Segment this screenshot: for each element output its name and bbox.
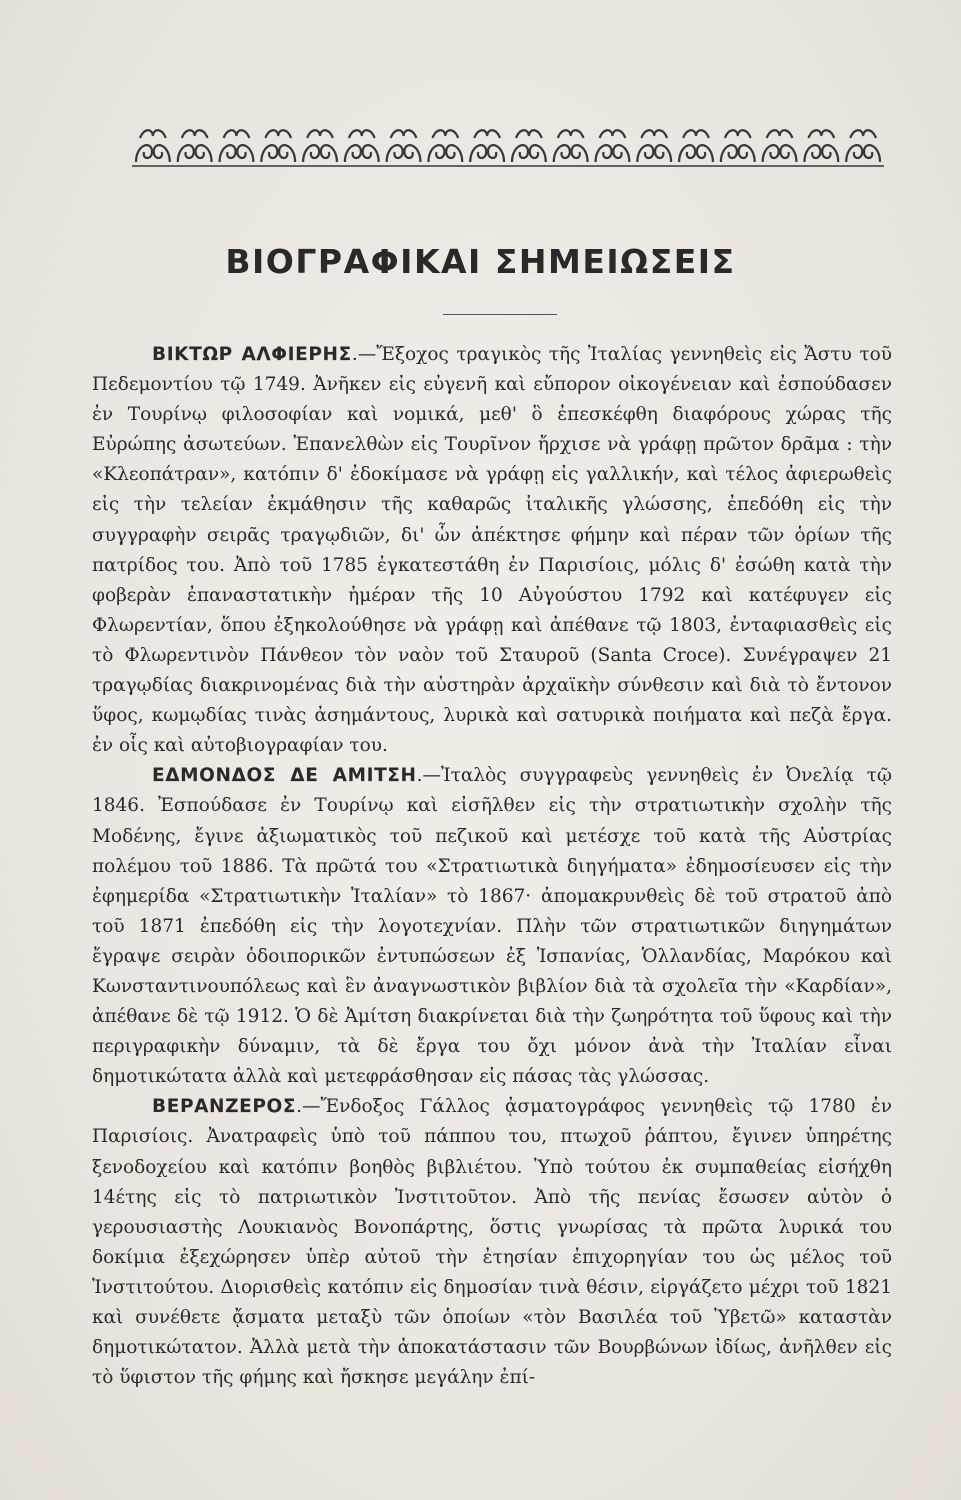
ornament-scroll: [261, 145, 295, 162]
ornament-scroll: [303, 145, 337, 162]
entry-de-amicis: [92, 761, 892, 1092]
ornament-scroll: [178, 145, 212, 162]
ornament-curl: [850, 130, 876, 138]
ornament-scroll: [387, 145, 421, 162]
entry-name: ΕΔΜΟΝΔΟΣ ΔΕ ΑΜΙΤΣΗ: [152, 765, 417, 787]
ornament-curl: [224, 130, 250, 138]
ornament-curl: [307, 130, 333, 138]
ornament-scroll: [554, 145, 588, 162]
ornament-curl: [558, 130, 584, 138]
entry-beranger: [92, 1092, 892, 1393]
ornament-scroll: [512, 145, 546, 162]
ornament-curl: [391, 130, 417, 138]
ornament-scroll: [136, 145, 170, 162]
ornament-curl: [349, 130, 375, 138]
ornament-scroll: [679, 145, 713, 162]
ornament-scroll: [763, 145, 797, 162]
ornament-curl: [140, 130, 166, 138]
title-divider: [443, 314, 557, 315]
entry-text: .—Ἔξοχος τραγικὸς τῆς Ἰταλίας γεννηθεὶς εἰς Ἄστυ τοῦ Πεδεμοντίου τῷ 1749. Ἀνῆκεν εἰς εὐγενῆ καὶ εὔπορον οἰκογένειαν καὶ ἐσπούδασεν ἐν Τουρίνῳ φιλοσοφίαν καὶ νομικά, μεθ' ὃ ἐπεσκέφθη διαφόρους χώρας τῆς Εὐρώπης ἀσωτεύων. Ἐπανελθὼν εἰς Τουρῖνον ἤρχισε νὰ γράφῃ πρῶτον δρᾶμα : τὴν «Κλεοπάτραν», κατόπιν δ' ἐδοκίμασε νὰ γράφῃ εἰς γαλλικήν, καὶ τέλος ἀφιερωθεὶς εἰς τὴν τελείαν ἐκμάθησιν τῆς καθαρῶς ἰταλικῆς γλώσσης, ἐπεδόθη εἰς τὴν συγγραφὴν σειρᾶς τραγῳδιῶν, δι' ὧν ἀπέκτησε φήμην καὶ πέραν τῶν ὁρίων τῆς πατρίδος του. Ἀπὸ τοῦ 1785 ἐγκατεστάθη ἐν Παρισίοις, μόλις δ' ἐσώθη κατὰ τὴν φοβερὰν ἐπαναστατικὴν ἡμέραν τῆς 10 Αὐγούστου 1792 καὶ κατέφυγεν εἰς Φλωρεντίαν, ὅπου ἐξηκολούθησε νὰ γράφῃ καὶ ἀπέθανε τῷ 1803, ἐνταφιασθεὶς εἰς τὸ Φλωρεντινὸν Πάνθεον τὸν ναὸν τοῦ Σταυροῦ (Santa Croce). Συνέγραψεν 21 τραγῳδίας διακρινομένας διὰ τὴν αὐστηρὰν ἀρχαϊκὴν σύνθεσιν καὶ διὰ τὸ ἔντονον ὕφος, κωμῳδίας τινὰς ἀσημάντους, λυρικὰ καὶ σατυρικὰ ποιήματα καὶ πεζὰ ἔργα. ἐν οἷς καὶ αὐτοβιογραφίαν του.: [92, 344, 892, 757]
ornament-scroll: [596, 145, 630, 162]
ornament-curl: [265, 130, 291, 138]
ornament-curl: [474, 130, 500, 138]
ornament-curl: [725, 130, 751, 138]
ornament-scroll: [220, 145, 254, 162]
ornament-curl: [808, 130, 834, 138]
entry-text: .—Ἰταλὸς συγγραφεὺς γεννηθεὶς ἐν Ὀνελίᾳ τῷ 1846. Ἐσπούδασε ἐν Τουρίνῳ καὶ εἰσῆλθεν εἰς τὴν στρατιωτικὴν σχολὴν τῆς Μοδένης, ἔγινε ἀξιωματικὸς τοῦ πεζικοῦ καὶ μετέσχε τοῦ κατὰ τῆς Αὐστρίας πολέμου τοῦ 1886. Τὰ πρῶτά του «Στρατιωτικὰ διηγήματα» ἐδημοσίευσεν εἰς τὴν ἐφημερίδα «Στρατιωτικὴν Ἰταλίαν» τὸ 1867· ἀπομακρυνθεὶς δὲ τοῦ στρατοῦ ἀπὸ τοῦ 1871 ἐπεδόθη εἰς τὴν λογοτεχνίαν. Πλὴν τῶν στρατιωτικῶν διηγημάτων ἔγραψε σειρὰν ὁδοιπορικῶν ἐντυπώσεων ἐξ Ἱσπανίας, Ὁλλανδίας, Μαρόκου καὶ Κωνσταντινουπόλεως καὶ ἓν ἀναγνωστικὸν βιβλίον διὰ τὰ σχολεῖα τὴν «Καρδίαν», ἀπέθανε δὲ τῷ 1912. Ὁ δὲ Ἀμίτση διακρίνεται διὰ τὴν ζωηρότητα τοῦ ὕφους καὶ τὴν περιγραφικὴν δύναμιν, τὰ δὲ ἔργα του ὄχι μόνον ἀνὰ τὴν Ἰταλίαν εἶναι δημοτικώτατα ἀλλὰ καὶ μετεφράσθησαν εἰς πάσας τὰς γλώσσας.: [92, 765, 892, 1088]
page-title: ΒΙΟΓΡΑΦΙΚΑΙ ΣΗΜΕΙΩΣΕΙΣ: [225, 242, 736, 281]
ornament-curl: [683, 130, 709, 138]
entry-alfieri: [92, 340, 892, 761]
ornament-scroll: [721, 145, 755, 162]
entry-name: ΒΙΚΤΩΡ ΑΛΦΙΕΡΗΣ: [152, 344, 352, 365]
ornament-scroll: [846, 145, 880, 162]
ornament-curl: [641, 130, 667, 138]
ornament-scroll: [804, 145, 838, 162]
ornament-curl: [516, 130, 542, 138]
ornament-curl: [432, 130, 458, 138]
entry-text: .—Ἔνδοξος Γάλλος ᾀσματογράφος γεννηθεὶς τῷ 1780 ἐν Παρισίοις. Ἀνατραφεὶς ὑπὸ τοῦ πάππου του, πτωχοῦ ῥάπτου, ἔγινεν ὑπηρέτης ξενοδοχείου καὶ κατόπιν βοηθὸς βιβλιέτου. Ὑπὸ τούτου ἐκ συμπαθείας εἰσήχθη 14έτης εἰς τὸ πατριωτικὸν Ἰνστιτοῦτον. Ἀπὸ τῆς πενίας ἔσωσεν αὐτὸν ὁ γερουσιαστὴς Λουκιανὸς Βονοπάρτης, ὅστις γνωρίσας τὰ πρῶτα λυρικά του δοκίμια ἐξεχώρησεν ὑπὲρ αὐτοῦ τὴν ἐτησίαν ἐπιχορηγίαν του ὡς μέλος τοῦ Ἰνστιτούτου. Διορισθεὶς κατόπιν εἰς δημοσίαν τινὰ θέσιν, εἰργάζετο μέχρι τοῦ 1821 καὶ συνέθετε ᾄσματα μεταξὺ τῶν ὁποίων «τὸν Βασιλέα τοῦ Ὑβετῶ» καταστὰν δημοτικώτατον. Ἀλλὰ μετὰ τὴν ἀποκατάστασιν τῶν Βουρβώνων ἰδίως, ἀνῆλθεν εἰς τὸ ὕφιστον τῆς φήμης καὶ ἤσκησε μεγάλην ἐπί-: [92, 1096, 892, 1389]
biographical-notes: [92, 340, 892, 1393]
entry-name: ΒΕΡΑΝΖΕΡΟΣ: [152, 1096, 297, 1118]
ornament-scroll: [345, 145, 379, 162]
ornament-curl: [600, 130, 626, 138]
decorative-ornament-band: [132, 122, 884, 172]
ornament-scroll: [470, 145, 504, 162]
ornament-scroll: [428, 145, 462, 162]
ornament-curl: [767, 130, 793, 138]
ornament-scroll: [637, 145, 671, 162]
ornament-curl: [182, 130, 208, 138]
